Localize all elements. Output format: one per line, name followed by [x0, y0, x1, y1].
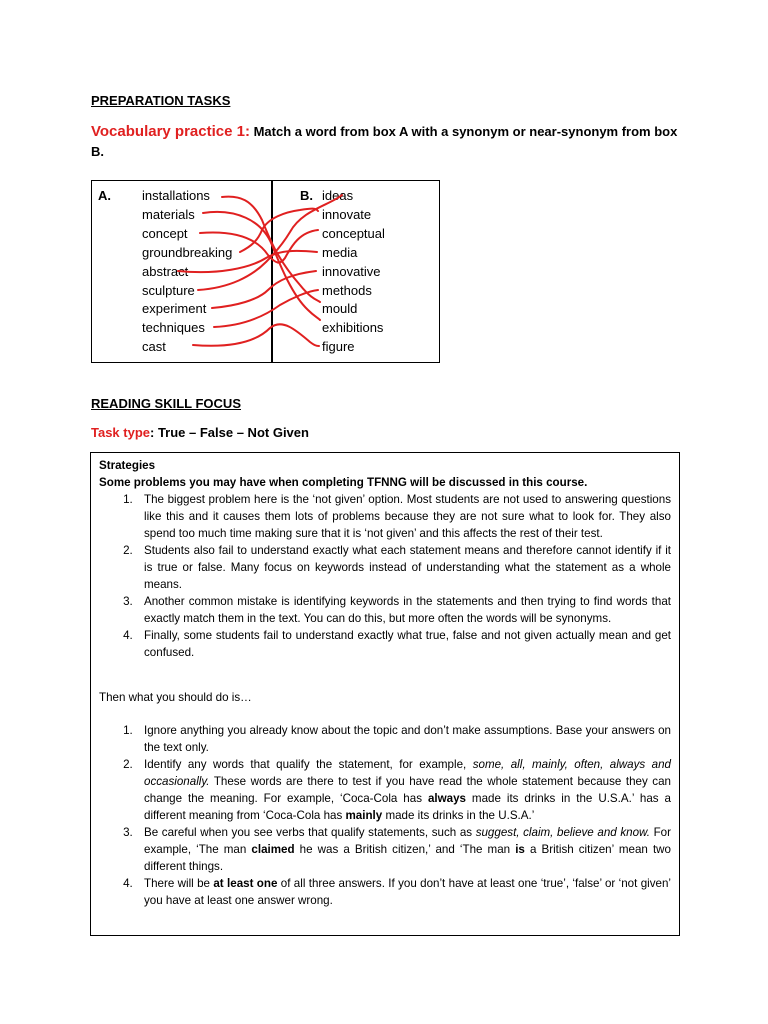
box-b-label: B.	[300, 188, 313, 203]
list-item: 2. Identify any words that qualify the statement, for example, some, all, mainly, often, always and occasionally. These words are there to test if you have read the whole statement because they can change the meaning. For example, ‘Coca-Cola has always made its drinks in the U.S.A.’ has a different meaning from ‘Coca-Cola has mainly made its drinks in the U.S.A.’	[136, 756, 671, 824]
box-a-word: abstract	[142, 264, 189, 279]
box-b-word: innovative	[322, 264, 381, 279]
box-b-word: figure	[322, 339, 355, 354]
box-a-word: experiment	[142, 301, 207, 316]
advice-list	[99, 722, 671, 909]
box-b-word: media	[322, 245, 358, 260]
task-type-text: : True – False – Not Given	[150, 425, 309, 440]
vocab-label: Vocabulary practice 1:	[91, 123, 250, 140]
strategies-title: Strategies	[99, 459, 156, 472]
box-a-word: materials	[142, 207, 195, 222]
list-item: 4. There will be at least one of all three answers. If you don’t have at least one ‘true’, ‘false’ or ‘not given’ you have at least one answer wrong.	[136, 875, 671, 909]
list-item: 4. Finally, some students fail to understand exactly what true, false and not given actually mean and get confused.	[136, 627, 671, 661]
match-line	[193, 324, 319, 346]
match-line	[178, 251, 317, 272]
list-item: 2. Students also fail to understand exactly what each statement means and therefore cannot identify if it is true or false. Many focus on keywords instead of understanding what the statement as a whole means.	[136, 542, 671, 593]
list-item: 3. Be careful when you see verbs that qualify statements, such as suggest, claim, believe and know. For example, ‘The man claimed he was a British citizen,’ and ‘The man is a British citizen’ mean two different things.	[136, 824, 671, 875]
box-b-word: methods	[322, 283, 372, 298]
match-line	[214, 290, 318, 327]
task-type-label: Task type	[91, 425, 151, 440]
problems-list	[99, 491, 671, 661]
box-a-word: concept	[142, 226, 188, 241]
then-text: Then what you should do is…	[99, 691, 252, 704]
box-a-label: A.	[98, 188, 111, 203]
box-a-word: cast	[142, 339, 166, 354]
handwritten-match-lines	[0, 0, 768, 400]
vocab-text: Match a word from box A with a synonym or near-synonym from box B.	[91, 124, 678, 159]
box-b-word: mould	[322, 301, 358, 316]
box-b-word: ideas	[322, 188, 354, 203]
box-a-word: techniques	[142, 320, 205, 335]
preparation-heading: PREPARATION TASKS	[91, 93, 231, 108]
box-a-word: groundbreaking	[142, 245, 233, 260]
task-type	[91, 425, 309, 440]
list-item: 1. Ignore anything you already know about the topic and don’t make assumptions. Base your answers on the text only.	[136, 722, 671, 756]
box-a-word: sculpture	[142, 283, 195, 298]
strategies-box	[90, 452, 680, 936]
box-b-word: innovate	[322, 207, 372, 222]
box-b-word: exhibitions	[322, 320, 384, 335]
strategies-intro: Some problems you may have when completing TFNNG will be discussed in this course.	[99, 476, 588, 489]
box-b-word: conceptual	[322, 226, 385, 241]
box-a-word: installations	[142, 188, 210, 203]
list-item: 1. The biggest problem here is the ‘not given’ option. Most students are not used to answering questions like this and it causes them lots of problems because they are not sure what to look for. They also spend too much time making sure that it is ‘not given’ and this affects the rest of their test.	[136, 491, 671, 542]
reading-heading: READING SKILL FOCUS	[91, 396, 241, 411]
list-item: 3. Another common mistake is identifying keywords in the statements and then trying to find words that exactly match them in the text. You can do this, but more often the words will be synonyms.	[136, 593, 671, 627]
